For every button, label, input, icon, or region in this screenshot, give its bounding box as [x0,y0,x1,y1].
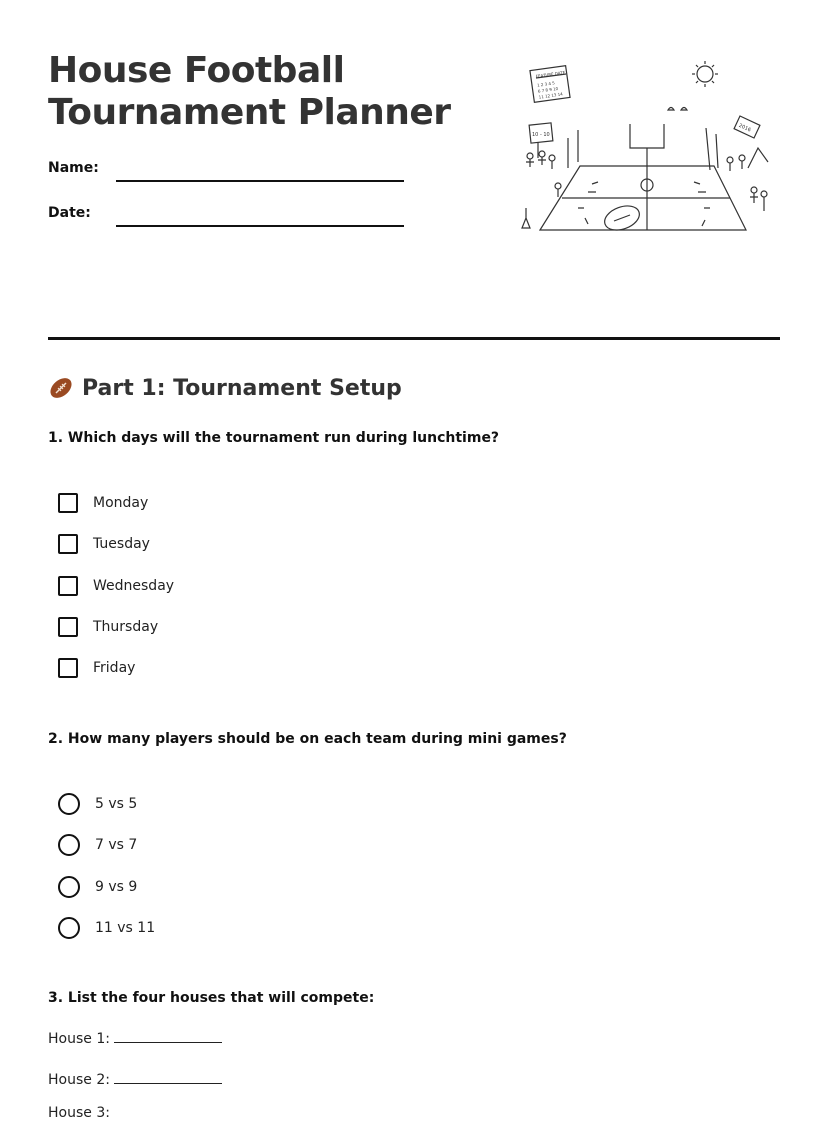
svg-text:10 - 10: 10 - 10 [532,132,550,138]
football-field-illustration-icon [518,58,780,238]
radio-button[interactable] [58,834,80,856]
checkbox[interactable] [58,658,78,678]
checkbox[interactable] [58,493,78,513]
svg-text:1 2 3 4 5: 1 2 3 4 5 [536,80,556,88]
option-label: Monday [93,495,149,511]
house-1-row [48,1028,222,1047]
sun-icon [692,61,718,87]
title-line-1: House Football [48,50,345,91]
section-divider [48,337,780,340]
calendar-icon [530,66,570,103]
option-label: 9 vs 9 [95,879,138,895]
date-field[interactable] [116,225,404,227]
svg-text:11 12 13 14: 11 12 13 14 [538,91,564,100]
option-label: 7 vs 7 [95,837,138,853]
section-title [48,375,402,401]
name-label: Name: [48,160,99,176]
house-2-field[interactable] [114,1069,222,1084]
option-friday[interactable] [58,656,135,680]
name-field[interactable] [116,180,404,182]
house-3-row [48,1105,110,1121]
question-2: 2. How many players should be on each team during mini games? [48,731,567,747]
house-label: House 1: [48,1031,110,1047]
flag-icon [734,116,760,138]
date-label: Date: [48,205,91,221]
svg-text:6 7 8 9 10: 6 7 8 9 10 [537,85,559,94]
option-9v9[interactable] [58,875,137,899]
option-label: Wednesday [93,578,175,594]
option-label: 5 vs 5 [95,796,138,812]
crowd-right-icon [727,155,767,211]
option-label: 11 vs 11 [95,920,156,936]
option-7v7[interactable] [58,833,137,857]
option-monday[interactable] [58,491,148,515]
option-tuesday[interactable] [58,532,150,556]
radio-button[interactable] [58,793,80,815]
option-label: Thursday [93,619,159,635]
checkbox[interactable] [58,576,78,596]
checkbox[interactable] [58,534,78,554]
house-label: House 3: [48,1105,110,1121]
house-label: House 2: [48,1072,110,1088]
house-2-row [48,1069,222,1088]
option-wednesday[interactable] [58,574,174,598]
football-icon [48,375,74,401]
page-title [48,50,451,134]
scoreboard-icon [529,123,553,158]
crowd-left-icon [522,151,561,228]
house-1-field[interactable] [114,1028,222,1043]
checkbox[interactable] [58,617,78,637]
option-11v11[interactable] [58,916,155,940]
section-title-text: Part 1: Tournament Setup [82,375,402,401]
option-thursday[interactable] [58,615,158,639]
radio-button[interactable] [58,917,80,939]
svg-text:2016: 2016 [737,122,752,134]
svg-text:FEATURE DATE: FEATURE DATE [535,69,566,79]
option-5v5[interactable] [58,792,137,816]
option-label: Tuesday [93,536,150,552]
question-1: 1. Which days will the tournament run during lunchtime? [48,430,500,446]
title-line-2: Tournament Planner [48,92,451,133]
radio-button[interactable] [58,876,80,898]
question-3: 3. List the four houses that will compete: [48,990,375,1006]
option-label: Friday [93,660,136,676]
